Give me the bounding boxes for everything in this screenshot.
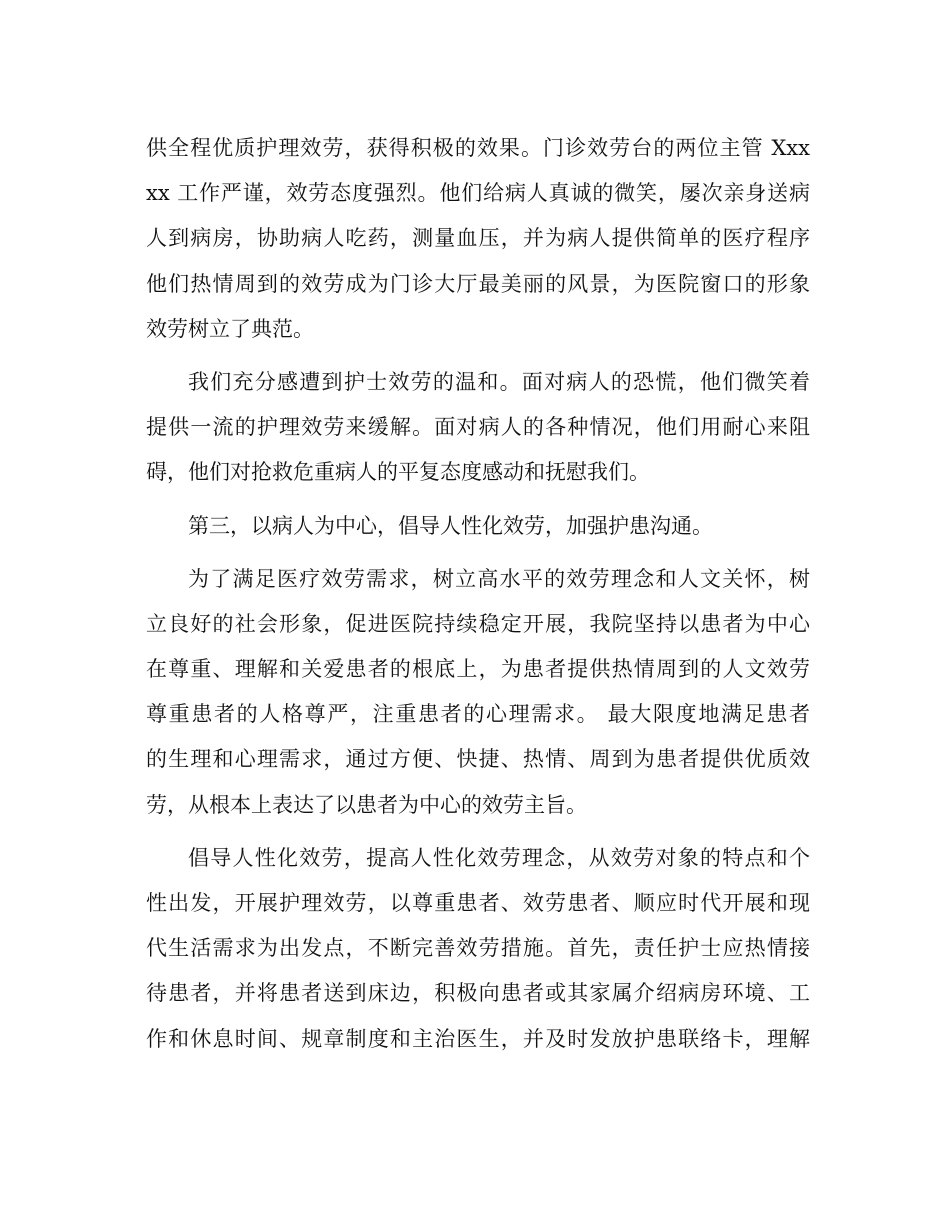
text-line: 他们热情周到的效劳成为门诊大厅最美丽的风景，为医院窗口的形象 xyxy=(146,271,810,296)
text-line: 第三，以病人为中心，倡导人性化效劳，加强护患沟通。 xyxy=(188,513,713,538)
text-line: 的生理和心理需求，通过方便、快捷、热情、周到为患者提供优质效 xyxy=(146,747,810,772)
text-line: 我们充分感遭到护士效劳的温和。面对病人的恐慌，他们微笑着 xyxy=(188,369,810,394)
paragraph xyxy=(146,506,810,551)
text-line: 立良好的社会形象，促进医院持续稳定开展，我院坚持以患者为中心 xyxy=(146,611,810,636)
text-line: 在尊重、理解和关爱患者的根底上，为患者提供热情周到的人文效劳 xyxy=(146,657,810,682)
text-line: 性出发，开展护理效劳，以尊重患者、效劳患者、顺应时代开展和现 xyxy=(146,891,810,915)
text-line: 尊重患者的人格尊严，注重患者的心理需求。 最大限度地满足患者 xyxy=(146,702,810,727)
text-line: 代生活需求为出发点，不断完善效劳措施。首先，责任护士应热情接 xyxy=(146,936,810,961)
text-line: 倡导人性化效劳，提高人性化效劳理念，从效劳对象的特点和个 xyxy=(188,845,810,870)
paragraph xyxy=(146,559,810,830)
paragraph xyxy=(146,128,810,354)
paragraph xyxy=(146,838,810,1064)
paragraph xyxy=(146,362,810,498)
text-line: 人到病房，协助病人吃药，测量血压，并为病人提供简单的医疗程序 xyxy=(146,226,810,251)
text-line: 碍，他们对抢救危重病人的平复态度感动和抚慰我们。 xyxy=(146,460,650,485)
text-line: 为了满足医疗效劳需求，树立高水平的效劳理念和人文关怀，树 xyxy=(188,566,810,591)
text-line: 待患者，并将患者送到床边，积极向患者或其家属介绍病房环境、工 xyxy=(146,981,810,1006)
text-line: 劳，从根本上表达了以患者为中心的效劳主旨。 xyxy=(146,792,587,817)
text-line: xx 工作严谨，效劳态度强烈。他们给病人真诚的微笑，屡次亲身送病 xyxy=(146,181,810,206)
text-line: 效劳树立了典范。 xyxy=(146,316,314,341)
document-body xyxy=(146,128,810,1064)
text-line: 提供一流的护理效劳来缓解。面对病人的各种情况，他们用耐心来阻 xyxy=(146,415,810,440)
text-line: 供全程优质护理效劳，获得积极的效果。门诊效劳台的两位主管 Xxx xyxy=(146,136,810,160)
text-line: 作和休息时间、规章制度和主治医生，并及时发放护患联络卡，理解 xyxy=(146,1026,810,1051)
